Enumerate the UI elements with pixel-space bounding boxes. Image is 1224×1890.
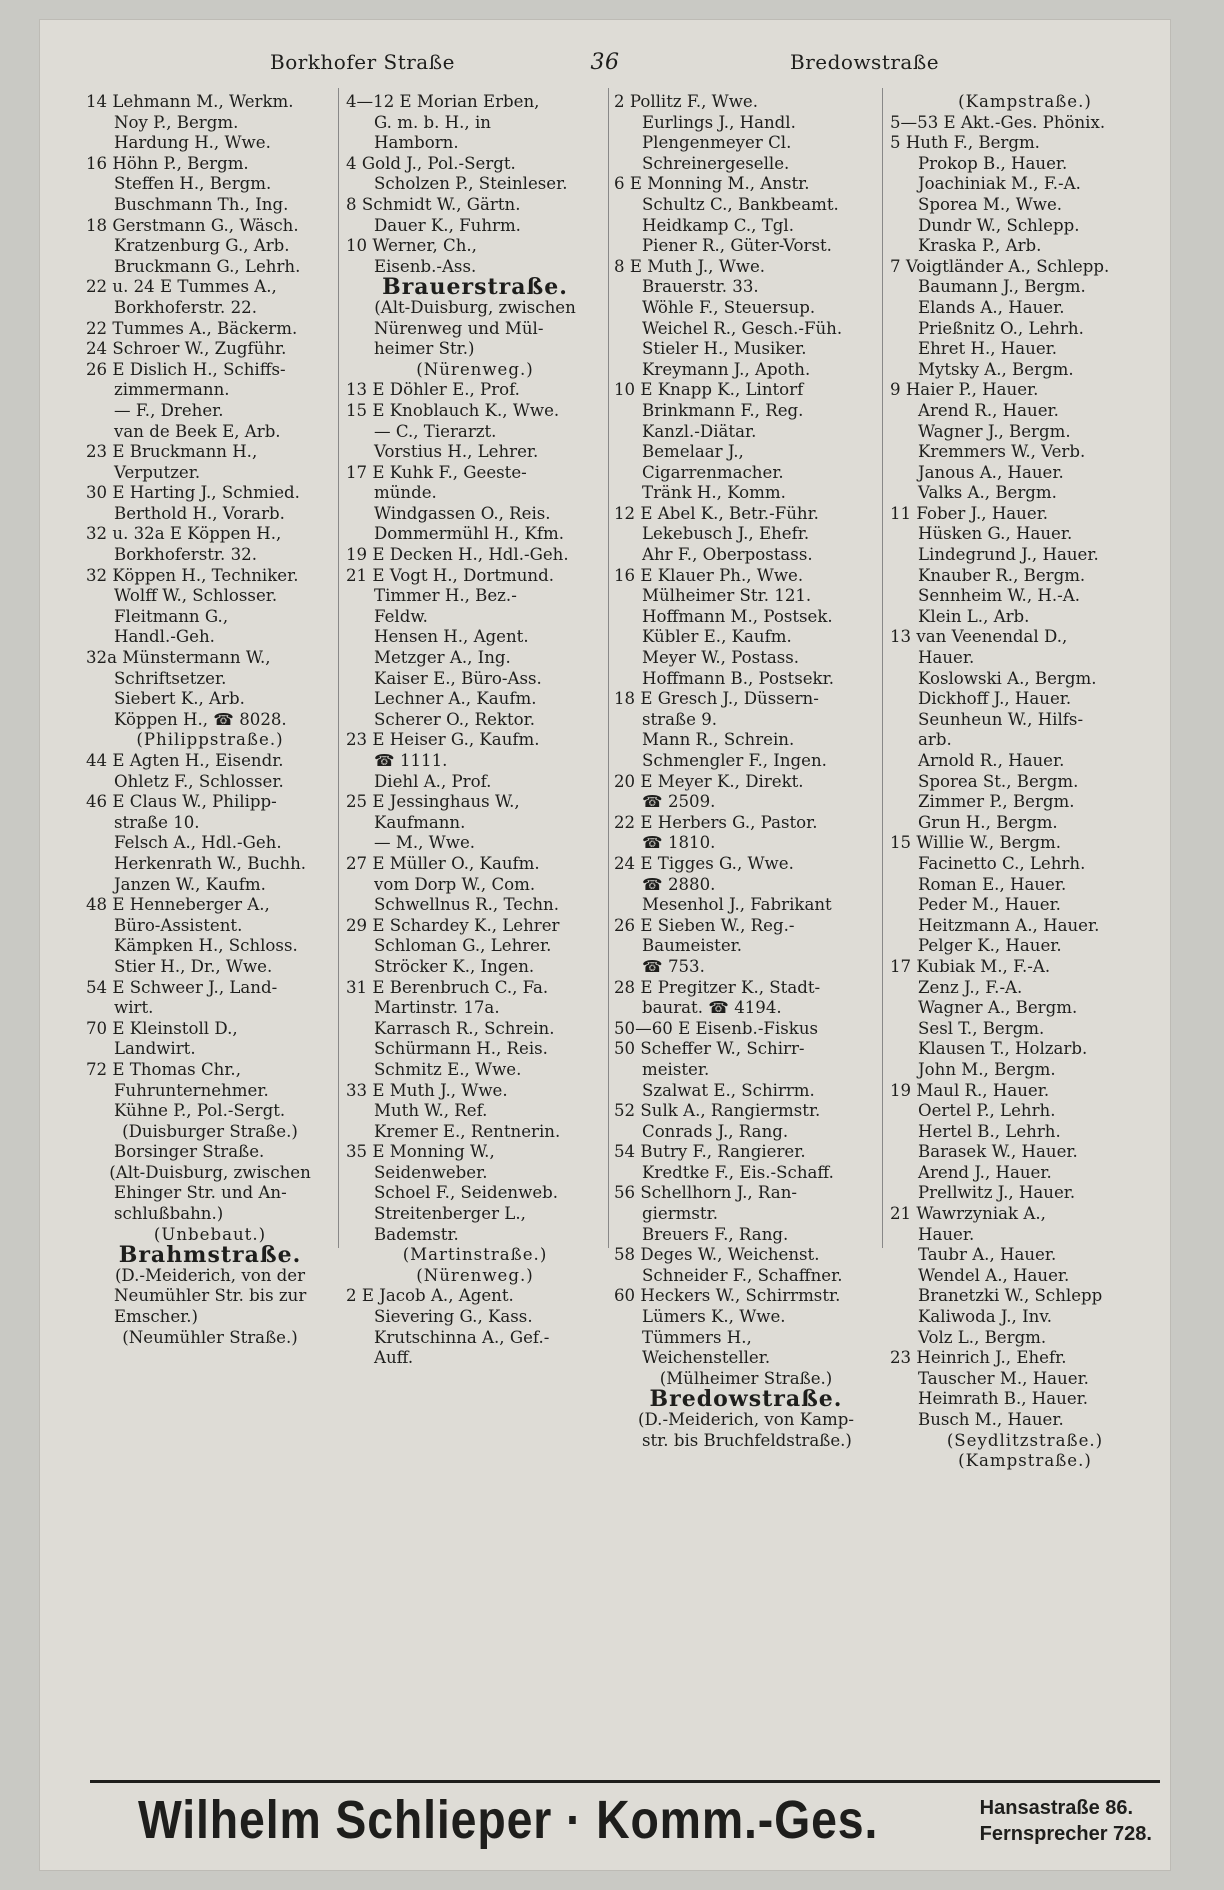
cross-street-marker: (Kampstraße.) [958, 92, 1092, 111]
directory-entry: Schürmann H., Reis. [374, 1039, 548, 1059]
column-1 [86, 92, 334, 1348]
directory-entry: Büro-Assistent. [114, 915, 243, 935]
directory-entry: 5—53 E Akt.-Ges. Phönix. [890, 112, 1106, 132]
directory-page [40, 20, 1170, 1870]
directory-entry: Seidenweber. [374, 1162, 488, 1182]
directory-entry: 6 E Monning M., Anstr. [614, 174, 810, 194]
directory-entry: Prellwitz J., Hauer. [918, 1183, 1076, 1203]
directory-entry: Feldw. [374, 606, 428, 626]
directory-entry: Landwirt. [114, 1039, 196, 1059]
directory-entry: straße 9. [642, 709, 718, 729]
street-heading: Brauerstraße. [382, 274, 568, 301]
directory-entry: 18 E Gresch J., Düssern- [614, 689, 819, 709]
directory-entry: Heimrath B., Hauer. [918, 1389, 1089, 1409]
directory-entry: Dauer K., Fuhrm. [374, 215, 521, 235]
directory-entry: Mann R., Schrein. [642, 730, 795, 750]
directory-entry: 54 E Schweer J., Land- [86, 977, 278, 997]
directory-entry: 29 E Schardey K., Lehrer [346, 915, 560, 935]
directory-entry: Muth W., Ref. [374, 1101, 488, 1121]
directory-entry: Peder M., Hauer. [918, 895, 1061, 915]
directory-entry: Oertel P., Lehrh. [918, 1101, 1056, 1121]
directory-entry: Mesenhol J., Fabrikant [642, 895, 832, 915]
directory-entry: — F., Dreher. [114, 400, 224, 420]
directory-entry: Borsinger Straße. [114, 1142, 265, 1162]
directory-entry: 21 Wawrzyniak A., [890, 1204, 1046, 1224]
directory-entry: Sesl T., Bergm. [918, 1018, 1045, 1038]
directory-entry: Hoffmann B., Postsekr. [642, 668, 834, 688]
directory-entry: Metzger A., Ing. [374, 648, 511, 668]
directory-entry: Mytsky A., Bergm. [918, 359, 1074, 379]
directory-entry: 2 E Jacob A., Agent. [346, 1286, 514, 1306]
directory-entry: Kratzenburg G., Arb. [114, 236, 290, 256]
directory-entry: Sporea M., Wwe. [918, 194, 1063, 214]
directory-entry: Lechner A., Kaufm. [374, 689, 537, 709]
directory-entry: Taubr A., Hauer. [918, 1245, 1057, 1265]
directory-entry: Hauer. [918, 648, 975, 668]
directory-entry: schlußbahn.) [114, 1204, 224, 1224]
ad-phone: Fernsprecher 728. [979, 1823, 1152, 1845]
directory-entry: John M., Bergm. [918, 1059, 1056, 1079]
directory-entry: 27 E Müller O., Kaufm. [346, 853, 540, 873]
street-description: (D.-Meiderich, von der [114, 1265, 306, 1285]
directory-entry: Branetzki W., Schlepp [918, 1286, 1103, 1306]
directory-entry: 11 Fober J., Hauer. [890, 503, 1049, 523]
directory-entry: Schmitz E., Wwe. [374, 1059, 522, 1079]
page-number: 36 [590, 50, 620, 75]
directory-entry: Baumeister. [642, 936, 743, 956]
directory-entry: str. bis Bruchfeldstraße.) [642, 1430, 852, 1450]
directory-entry: Szalwat E., Schirrm. [642, 1080, 815, 1100]
directory-entry: Elands A., Hauer. [918, 297, 1065, 317]
directory-entry: Heidkamp C., Tgl. [642, 215, 795, 235]
directory-entry: Wagner A., Bergm. [918, 998, 1078, 1018]
directory-entry: Wöhle F., Steuersup. [642, 297, 816, 317]
directory-entry: 10 E Knapp K., Lintorf [614, 380, 804, 400]
directory-entry: Scholzen P., Steinleser. [374, 174, 568, 194]
directory-entry: Hensen H., Agent. [374, 627, 529, 647]
directory-entry: 5 Huth F., Bergm. [890, 133, 1040, 153]
directory-entry: 16 E Klauer Ph., Wwe. [614, 565, 804, 585]
directory-entry: Kredtke F., Eis.-Schaff. [642, 1162, 834, 1182]
directory-entry: 56 Schellhorn J., Ran- [614, 1183, 797, 1203]
directory-entry: Klein L., Arb. [918, 606, 1030, 626]
directory-entry: Hamborn. [374, 133, 459, 153]
directory-entry: Prießnitz O., Lehrh. [918, 318, 1084, 338]
directory-entry: wirt. [114, 998, 154, 1018]
directory-entry: 26 E Dislich H., Schiffs- [86, 359, 286, 379]
column-divider [882, 88, 883, 1248]
directory-entry: 23 E Heiser G., Kaufm. [346, 730, 540, 750]
cross-street-marker: (Philippstraße.) [136, 730, 284, 750]
directory-entry: 17 E Kuhk F., Geeste- [346, 462, 527, 482]
directory-entry: 23 E Bruckmann H., [86, 442, 258, 462]
directory-entry: 32a Münstermann W., [86, 648, 271, 668]
directory-entry: Koslowski A., Bergm. [918, 668, 1097, 688]
directory-entry: Meyer W., Postass. [642, 648, 800, 668]
directory-entry: Tränk H., Komm. [642, 483, 786, 503]
directory-entry: 72 E Thomas Chr., [86, 1059, 241, 1079]
column-divider [338, 88, 339, 1248]
advertisement [90, 1780, 1160, 1855]
directory-entry: baurat. ☎ 4194. [642, 998, 782, 1018]
directory-entry: Berthold H., Vorarb. [114, 503, 285, 523]
directory-entry: 30 E Harting J., Schmied. [86, 483, 300, 503]
street-description: (Alt-Duisburg, zwischen [109, 1162, 311, 1182]
directory-entry: Lindegrund J., Hauer. [918, 545, 1099, 565]
cross-street-marker: (Unbebaut.) [153, 1224, 267, 1244]
directory-entry: Kaufmann. [374, 812, 466, 832]
directory-entry: meister. [642, 1059, 710, 1079]
directory-entry: Hauer. [918, 1224, 975, 1244]
street-description: (Alt-Duisburg, zwischen [374, 297, 576, 317]
cross-street-marker: (Seydlitzstraße.) [946, 1430, 1104, 1450]
directory-entry: giermstr. [642, 1204, 718, 1224]
directory-entry: Kaliwoda J., Inv. [918, 1307, 1052, 1327]
directory-entry: 9 Haier P., Hauer. [890, 380, 1039, 400]
directory-entry: Joachiniak M., F.-A. [918, 174, 1081, 194]
directory-entry: van de Beek E, Arb. [114, 421, 281, 441]
directory-entry: 33 E Muth J., Wwe. [346, 1080, 508, 1100]
directory-entry: Kremmers W., Verb. [918, 442, 1086, 462]
directory-entry: Barasek W., Hauer. [918, 1142, 1078, 1162]
directory-entry: Sievering G., Kass. [374, 1307, 533, 1327]
directory-entry: Janous A., Hauer. [918, 462, 1064, 482]
directory-entry: Sporea St., Bergm. [918, 771, 1079, 791]
directory-entry: Noy P., Bergm. [114, 112, 239, 132]
directory-entry: Kanzl.-Diätar. [642, 421, 757, 441]
directory-entry: 21 E Vogt H., Dortmund. [346, 565, 554, 585]
directory-entry: 20 E Meyer K., Direkt. [614, 771, 804, 791]
directory-entry: 15 E Knoblauch K., Wwe. [346, 400, 560, 420]
directory-entry: Schreinergeselle. [642, 153, 790, 173]
directory-entry: Ahr F., Oberpostass. [642, 545, 813, 565]
directory-entry: 24 Schroer W., Zugführ. [86, 339, 287, 359]
directory-entry: Ehret H., Hauer. [918, 339, 1058, 359]
directory-entry: Steffen H., Bergm. [114, 174, 272, 194]
cross-street-marker: (Kampstraße.) [958, 1451, 1092, 1471]
directory-entry: Borkhoferstr. 32. [114, 545, 257, 565]
directory-entry: Heitzmann A., Hauer. [918, 915, 1100, 935]
directory-entry: Kraska P., Arb. [918, 236, 1042, 256]
directory-entry: Facinetto C., Lehrh. [918, 853, 1086, 873]
directory-entry: Schwellnus R., Techn. [374, 895, 560, 915]
directory-entry: Neumühler Str. bis zur [114, 1286, 307, 1306]
directory-entry: Buschmann Th., Ing. [114, 194, 289, 214]
directory-entry: Streitenberger L., [374, 1204, 526, 1224]
directory-entry: 19 Maul R., Hauer. [890, 1080, 1050, 1100]
directory-entry: 22 E Herbers G., Pastor. [614, 812, 818, 832]
directory-entry: Arnold R., Hauer. [918, 751, 1065, 770]
directory-entry: Busch M., Hauer. [918, 1410, 1064, 1429]
directory-entry: Scherer O., Rektor. [374, 709, 535, 729]
directory-entry: ☎ 1111. [374, 751, 448, 770]
street-heading: Bredowstraße. [649, 1386, 843, 1413]
directory-entry: 28 E Pregitzer K., Stadt- [614, 977, 821, 997]
directory-entry: Emscher.) [114, 1307, 199, 1327]
header-right: Bredowstraße [790, 50, 940, 74]
street-description: (D.-Meiderich, von Kamp- [638, 1410, 854, 1429]
directory-entry: 58 Deges W., Weichenst. [614, 1245, 820, 1265]
directory-entry: Köppen H., ☎ 8028. [114, 709, 287, 729]
directory-entry: Martinstr. 17a. [374, 998, 500, 1018]
directory-entry: Ohletz F., Schlosser. [114, 771, 284, 791]
directory-entry: Ströcker K., Ingen. [374, 956, 535, 976]
directory-entry: heimer Str.) [374, 339, 475, 359]
directory-entry: Piener R., Güter-Vorst. [642, 236, 832, 256]
directory-entry: Nürenweg und Mül- [374, 318, 544, 338]
directory-entry: Fleitmann G., [114, 606, 229, 626]
cross-street-marker: (Nürenweg.) [416, 1265, 534, 1285]
directory-entry: Klausen T., Holzarb. [918, 1039, 1088, 1059]
directory-entry: Siebert K., Arb. [114, 689, 245, 709]
directory-entry: — C., Tierarzt. [374, 421, 497, 441]
directory-entry: ☎ 2509. [642, 792, 716, 812]
directory-entry: Breuers F., Rang. [642, 1224, 789, 1244]
directory-entry: Stieler H., Musiker. [642, 339, 807, 359]
directory-entry: Borkhoferstr. 22. [114, 297, 257, 317]
directory-entry: Grun H., Bergm. [918, 812, 1058, 832]
directory-entry: 52 Sulk A., Rangiermstr. [614, 1101, 821, 1121]
directory-entry: Handl.-Geh. [114, 627, 215, 647]
directory-entry: 54 Butry F., Rangierer. [614, 1142, 806, 1162]
street-description: (Mülheimer Straße.) [659, 1368, 833, 1388]
directory-entry: Tauscher M., Hauer. [918, 1368, 1089, 1388]
directory-entry: 8 Schmidt W., Gärtn. [346, 194, 521, 214]
directory-entry: Krutschinna A., Gef.- [374, 1327, 550, 1347]
directory-entry: Hardung H., Wwe. [114, 133, 271, 153]
directory-entry: arb. [918, 730, 952, 750]
directory-entry: 31 E Berenbruch C., Fa. [346, 977, 549, 997]
directory-entry: vom Dorp W., Com. [374, 874, 536, 894]
directory-entry: 17 Kubiak M., F.-A. [890, 956, 1051, 976]
directory-entry: Bemelaar J., [642, 442, 744, 462]
directory-entry: Kübler E., Kaufm. [642, 627, 792, 647]
directory-entry: Hertel B., Lehrh. [918, 1121, 1061, 1141]
directory-entry: Verputzer. [114, 462, 201, 482]
directory-entry: Arend R., Hauer. [918, 400, 1059, 420]
directory-entry: Bademstr. [374, 1224, 459, 1244]
directory-entry: Eisenb.-Ass. [374, 256, 477, 276]
directory-entry: Kremer E., Rentnerin. [374, 1121, 561, 1141]
directory-entry: 32 u. 32a E Köppen H., [86, 524, 282, 544]
column-4 [890, 92, 1160, 1472]
directory-entry: Dommermühl H., Kfm. [374, 524, 565, 544]
directory-entry: 24 E Tigges G., Wwe. [614, 853, 794, 873]
street-heading: Brahmstraße. [118, 1242, 302, 1269]
directory-entry: Auff. [374, 1348, 414, 1368]
ad-company-name: Wilhelm Schlieper · Komm.-Ges. [138, 1790, 879, 1850]
street-description: (Duisburger Straße.) [122, 1121, 298, 1141]
directory-entry: Schloman G., Lehrer. [374, 936, 552, 956]
directory-entry: Conrads J., Rang. [642, 1121, 789, 1141]
directory-entry: Baumann J., Bergm. [918, 277, 1086, 297]
directory-entry: 8 E Muth J., Wwe. [614, 256, 766, 276]
directory-entry: ☎ 2880. [642, 874, 716, 894]
directory-entry: 22 u. 24 E Tummes A., [86, 277, 277, 297]
ad-contact [980, 1795, 1152, 1847]
directory-entry: Schultz C., Bankbeamt. [642, 194, 839, 214]
directory-entry: zimmermann. [114, 380, 230, 400]
directory-entry: 60 Heckers W., Schirrmstr. [614, 1286, 841, 1306]
directory-entry: Wagner J., Bergm. [918, 421, 1071, 441]
directory-entry: G. m. b. H., in [374, 112, 491, 132]
directory-entry: 4 Gold J., Pol.-Sergt. [346, 153, 516, 173]
directory-entry: 44 E Agten H., Eisendr. [86, 751, 284, 770]
directory-entry: 46 E Claus W., Philipp- [86, 792, 277, 812]
directory-entry: Stier H., Dr., Wwe. [114, 956, 273, 976]
directory-entry: Kreymann J., Apoth. [642, 359, 811, 379]
directory-entry: 50—60 E Eisenb.-Fiskus [614, 1018, 819, 1038]
directory-entry: Kaiser E., Büro-Ass. [374, 668, 542, 688]
directory-entry: Kämpken H., Schloss. [114, 936, 298, 956]
directory-entry: ☎ 753. [642, 956, 705, 976]
directory-entry: Tümmers H., [642, 1327, 752, 1347]
header-left: Borkhofer Straße [270, 50, 455, 74]
directory-entry: Valks A., Bergm. [918, 483, 1057, 503]
directory-entry: Timmer H., Bez.- [374, 586, 517, 606]
directory-entry: Karrasch R., Schrein. [374, 1018, 555, 1038]
cross-street-marker: (Nürenweg.) [416, 359, 534, 379]
directory-entry: münde. [374, 483, 437, 503]
directory-entry: Sennheim W., H.-A. [918, 586, 1080, 606]
column-2 [346, 92, 604, 1369]
column-3 [614, 92, 878, 1451]
directory-entry: 4—12 E Morian Erben, [346, 92, 540, 111]
directory-entry: Eurlings J., Handl. [642, 112, 796, 132]
directory-entry: Mülheimer Str. 121. [642, 586, 812, 606]
directory-entry: Wolff W., Schlosser. [114, 586, 278, 606]
directory-entry: Weichensteller. [642, 1348, 771, 1368]
directory-entry: Hüsken G., Hauer. [918, 524, 1073, 544]
directory-entry: Vorstius H., Lehrer. [374, 442, 539, 462]
directory-entry: Seunheun W., Hilfs- [918, 709, 1084, 729]
directory-entry: Janzen W., Kaufm. [114, 874, 266, 894]
directory-entry: Schneider F., Schaffner. [642, 1265, 843, 1285]
directory-entry: 18 Gerstmann G., Wäsch. [86, 215, 299, 235]
directory-entry: Bruckmann G., Lehrh. [114, 256, 301, 276]
directory-entry: Knauber R., Bergm. [918, 565, 1086, 585]
ad-address: Hansastraße 86. [979, 1797, 1134, 1819]
directory-entry: 48 E Henneberger A., [86, 895, 270, 915]
directory-entry: Arend J., Hauer. [918, 1162, 1052, 1182]
directory-entry: ☎ 1810. [642, 833, 716, 853]
directory-entry: Prokop B., Hauer. [918, 153, 1068, 173]
directory-entry: straße 10. [114, 812, 200, 832]
directory-entry: — M., Wwe. [374, 833, 476, 853]
directory-entry: 32 Köppen H., Techniker. [86, 565, 299, 585]
directory-entry: 14 Lehmann M., Werkm. [86, 92, 294, 111]
directory-entry: Schmengler F., Ingen. [642, 751, 827, 770]
directory-entry: 25 E Jessinghaus W., [346, 792, 520, 812]
directory-entry: Diehl A., Prof. [374, 771, 492, 791]
directory-entry: 12 E Abel K., Betr.-Führ. [614, 503, 819, 523]
directory-entry: Schoel F., Seidenweb. [374, 1183, 559, 1203]
directory-entry: Fuhrunternehmer. [114, 1080, 269, 1100]
directory-entry: Zimmer P., Bergm. [918, 792, 1075, 812]
directory-entry: 15 Willie W., Bergm. [890, 833, 1062, 853]
directory-entry: 22 Tummes A., Bäckerm. [86, 318, 298, 338]
directory-entry: Brauerstr. 33. [642, 277, 759, 297]
directory-entry: 16 Höhn P., Bergm. [86, 153, 249, 173]
directory-entry: 26 E Sieben W., Reg.- [614, 915, 795, 935]
directory-entry: Felsch A., Hdl.-Geh. [114, 833, 282, 853]
directory-entry: 23 Heinrich J., Ehefr. [890, 1348, 1067, 1368]
directory-entry: Hoffmann M., Postsek. [642, 606, 833, 626]
directory-entry: Windgassen O., Reis. [374, 503, 551, 523]
directory-entry: Wendel A., Hauer. [918, 1265, 1070, 1285]
directory-entry: Ehinger Str. und An- [114, 1183, 287, 1203]
directory-entry: Brinkmann F., Reg. [642, 400, 804, 420]
directory-entry: Kühne P., Pol.-Sergt. [114, 1101, 286, 1121]
column-divider [608, 88, 609, 1248]
directory-entry: 2 Pollitz F., Wwe. [614, 92, 759, 111]
directory-entry: Lümers K., Wwe. [642, 1307, 786, 1327]
directory-entry: 13 van Veenendal D., [890, 627, 1068, 647]
directory-entry: Zenz J., F.-A. [918, 977, 1023, 997]
directory-entry: 19 E Decken H., Hdl.-Geh. [346, 545, 569, 565]
directory-entry: Pelger K., Hauer. [918, 936, 1062, 956]
directory-entry: Weichel R., Gesch.-Füh. [642, 318, 843, 338]
directory-entry: 35 E Monning W., [346, 1142, 495, 1162]
directory-entry: Herkenrath W., Buchh. [114, 853, 307, 873]
directory-entry: Cigarrenmacher. [642, 462, 784, 482]
directory-entry: 13 E Döhler E., Prof. [346, 380, 520, 400]
directory-entry: Schriftsetzer. [114, 668, 227, 688]
directory-entry: 7 Voigtländer A., Schlepp. [890, 256, 1110, 276]
directory-entry: 10 Werner, Ch., [346, 236, 477, 256]
cross-street-marker: (Martinstraße.) [402, 1245, 548, 1265]
street-description: (Neumühler Straße.) [122, 1327, 298, 1347]
directory-entry: Roman E., Hauer. [918, 874, 1067, 894]
directory-entry: Dundr W., Schlepp. [918, 215, 1080, 235]
directory-entry: Lekebusch J., Ehefr. [642, 524, 810, 544]
directory-entry: Plengenmeyer Cl. [642, 133, 792, 153]
directory-entry: Volz L., Bergm. [918, 1327, 1047, 1347]
directory-entry: 70 E Kleinstoll D., [86, 1018, 238, 1038]
directory-entry: 50 Scheffer W., Schirr- [614, 1039, 805, 1059]
directory-entry: Dickhoff J., Hauer. [918, 689, 1072, 709]
